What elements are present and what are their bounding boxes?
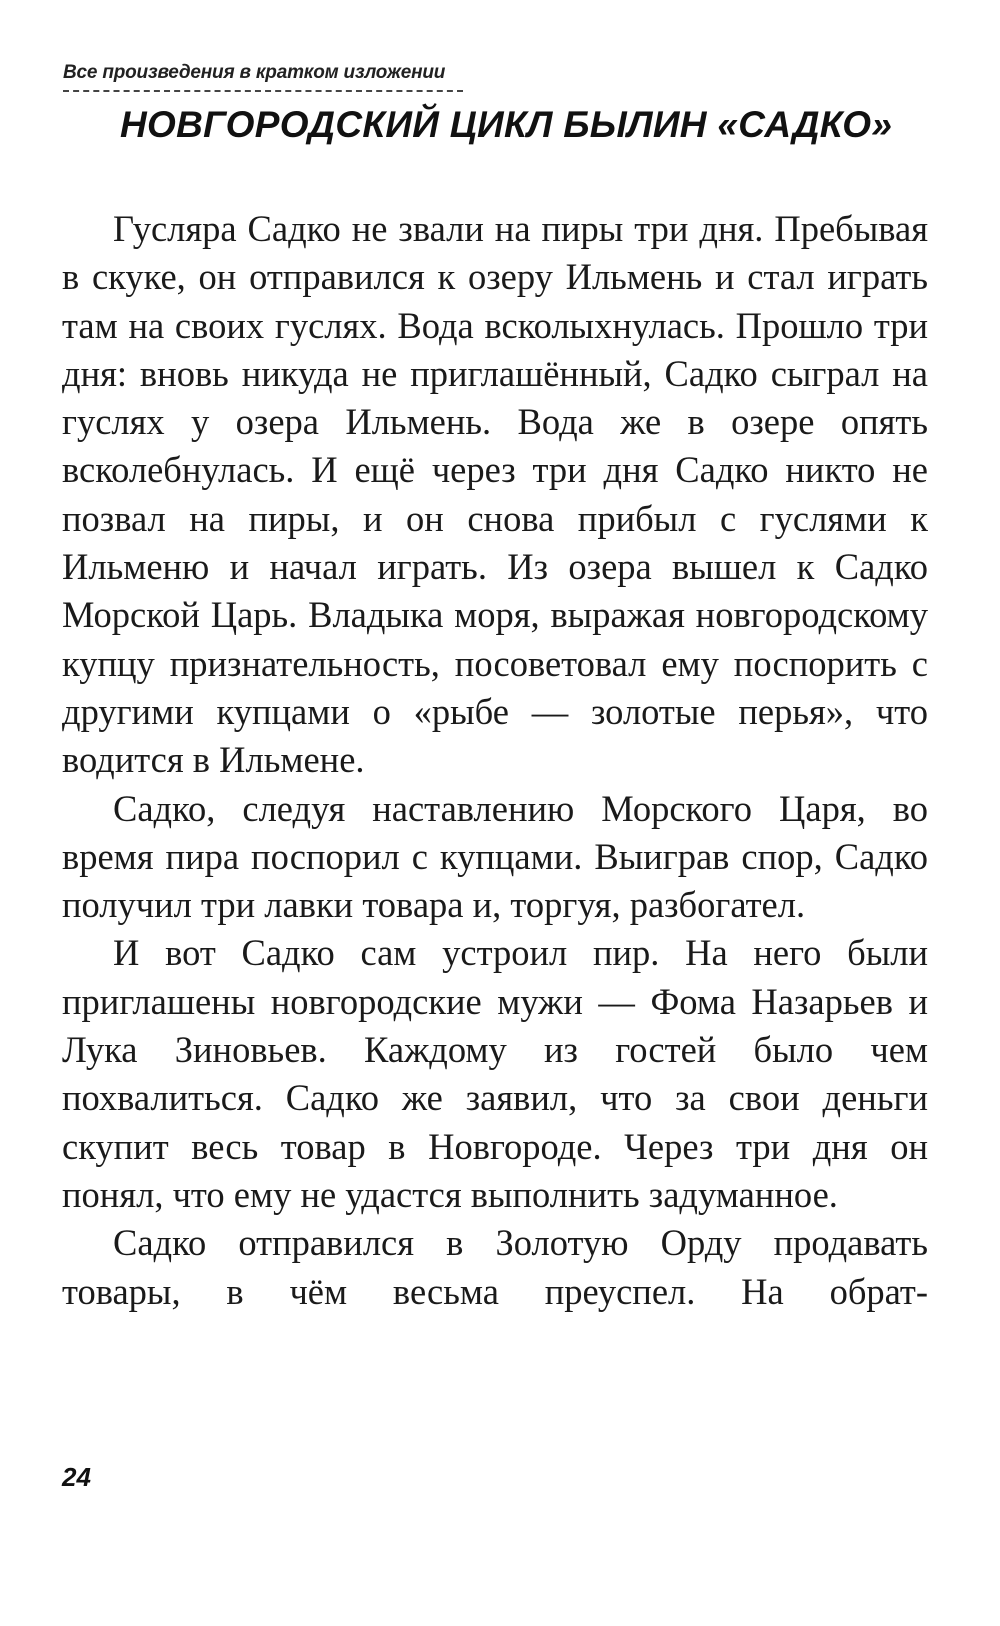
page-number: 24 xyxy=(62,1462,91,1492)
paragraph-1: Гусляра Садко не звали на пиры три дня. Пребывая в скуке, он отправился к озеру Ильмень и стал играть там на своих гуслях. Вода всколыхнулась. Прошло три дня: вновь никуда не приглашённый, Садко сыграл на гуслях у озера Ильмень. Вода же в озере опять всколебнулась. И ещё через три дня Садко никто не позвал на пиры, и он снова прибыл с гуслями к Ильменю и начал играть. Из озера вышел к Садко Морской Царь. Владыка моря, выражая новгородскому купцу признательность, посоветовал ему поспорить с другими купцами о «рыбе — золотые перья», что водится в Ильмене. xyxy=(62,208,928,781)
header-divider xyxy=(63,90,463,92)
chapter-title: НОВГОРОДСКИЙ ЦИКЛ БЫЛИН «САДКО» xyxy=(120,104,893,145)
paragraph-4: Садко отправился в Золотую Орду продавать товары, в чём весьма преуспел. На обрат- xyxy=(62,1222,928,1312)
paragraph-3: И вот Садко сам устроил пир. На него были приглашены новгородские мужи — Фома Назарьев и Лука Зиновьев. Каждому из гостей было чем похвалиться. Садко же заявил, что за свои деньги скупит весь товар в Новгороде. Через три дня он понял, что ему не удастся выполнить задуманное. xyxy=(62,932,928,1215)
paragraph-2: Садко, следуя наставлению Морского Царя, во время пира поспорил с купцами. Выиграв спор, Садко получил три лавки товара и, торгуя, разбогател. xyxy=(62,787,928,926)
body-text xyxy=(62,205,928,1316)
running-header: Все произведения в кратком изложении xyxy=(63,62,446,83)
